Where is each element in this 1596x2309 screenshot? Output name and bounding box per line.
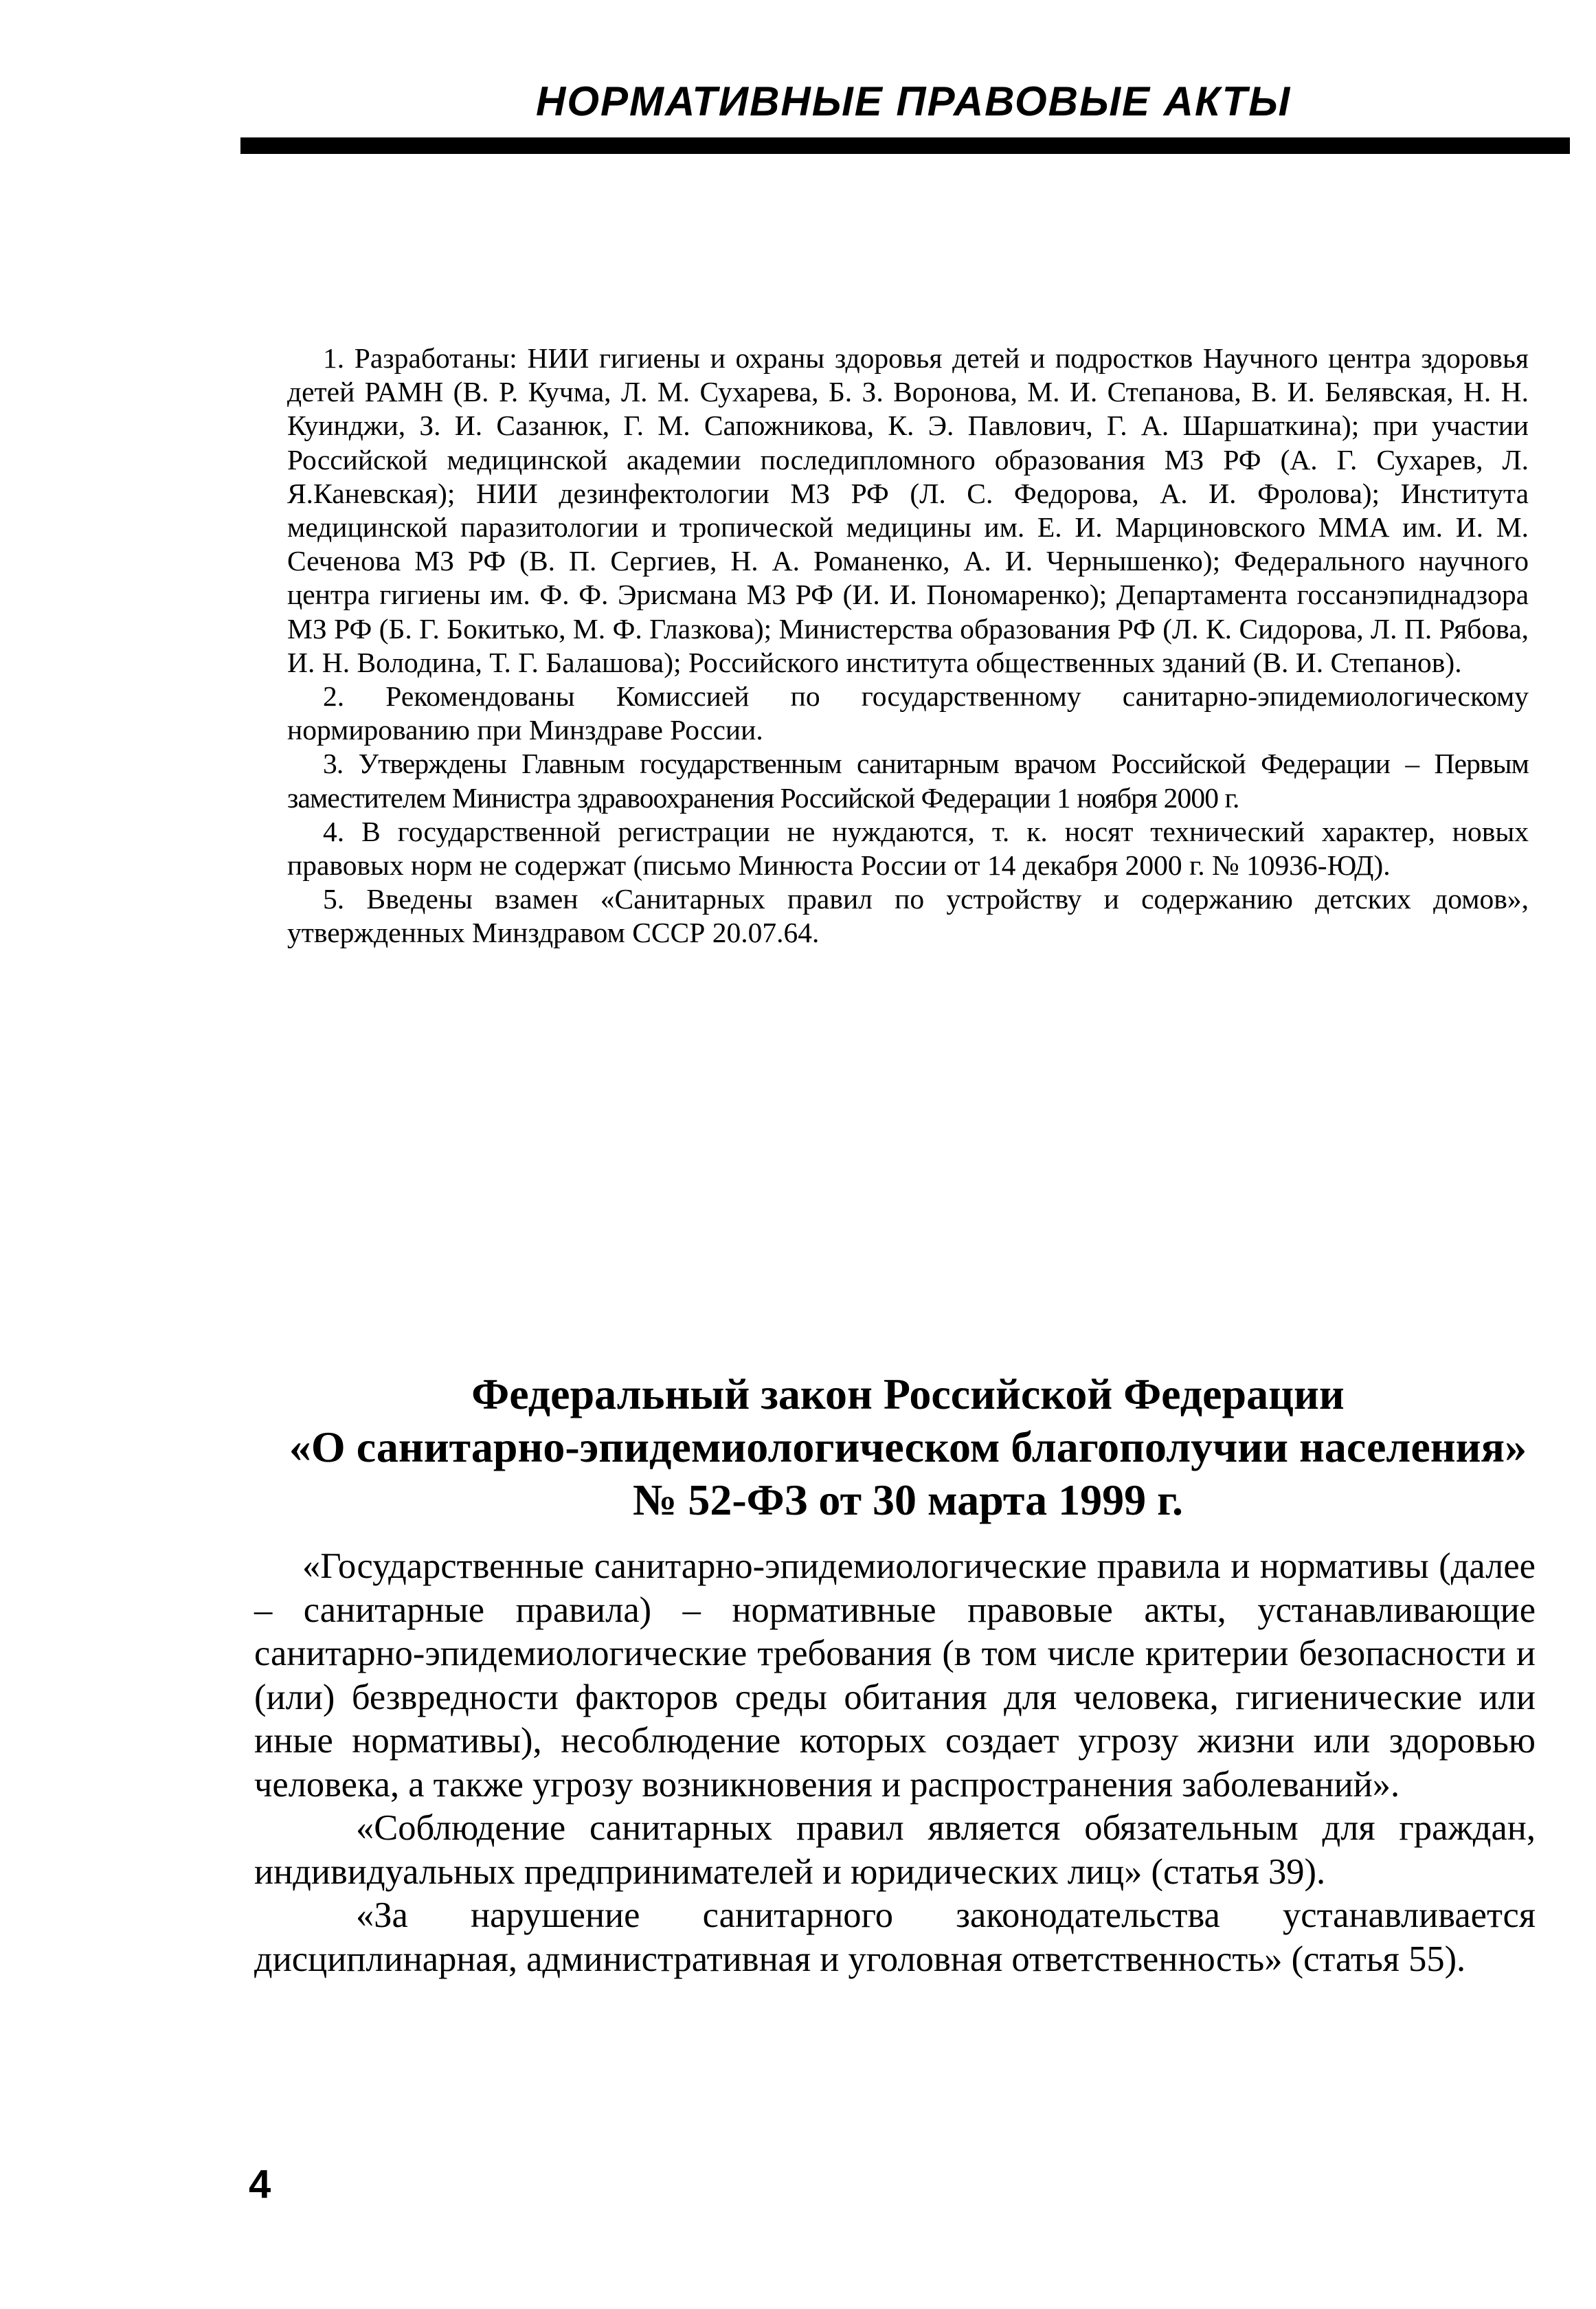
- page-number: 4: [249, 2162, 271, 2207]
- law-quotes: [254, 1545, 1536, 1981]
- quote-paragraph-1: «Государственные санитарно-эпидемиологические правила и нормативы (далее – санитарные правила) – нормативные правовые акты, устанавливающие санитарно-эпидемиологические требования (в том числе критерии безопасности и (или) безвредности факторов среды обитания для человека, гигиенические или иные нормативы), несоблюдение которых создает угрозу жизни или здоровью человека, а также угрозу возникновения и распространения заболеваний».: [254, 1546, 1536, 1805]
- section-header-title: НОРМАТИВНЫЕ ПРАВОВЫЕ АКТЫ: [536, 78, 1292, 124]
- document-notes: [287, 342, 1529, 950]
- note-paragraph-1: 1. Разработаны: НИИ гигиены и охраны здоровья детей и подростков Научного центра здоровья детей РАМН (В. Р. Кучма, Л. М. Сухарева, Б. З. Воронова, М. И. Степанова, В. И. Белявская, Н. Н. Куинджи, З. И. Сазанюк, Г. М. Сапожникова, К. Э. Павлович, Г. А. Шаршаткина); при участии Российской медицинской академии последипломного образования МЗ РФ (А. Г. Сухарев, Л. Я.Каневская); НИИ дезинфектологии МЗ РФ (Л. С. Федорова, А. И. Фролова); Института медицинской паразитологии и тропической медицины им. Е. И. Марциновского ММА им. И. М. Сеченова МЗ РФ (В. П. Сергиев, Н. А. Романенко, А. И. Чернышенко); Федерального научного центра гигиены им. Ф. Ф. Эрисмана МЗ РФ (И. И. Пономаренко); Департамента госсанэпиднадзора МЗ РФ (Б. Г. Бокитько, М. Ф. Глазкова); Министерства образования РФ (Л. К. Сидорова, Л. П. Рябова, И. Н. Володина, Т. Г. Балашова); Российского института общественных зданий (В. И. Степанов).: [287, 342, 1529, 678]
- quote-paragraph-2: «Соблюдение санитарных правил является обязательным для граждан, индивидуальных предпринимателей и юридических лиц» (статья 39).: [254, 1808, 1536, 1892]
- note-paragraph-4: 4. В государственной регистрации не нуждаются, т. к. носят технический характер, новых правовых норм не содержат (письмо Минюста России от 14 декабря 2000 г. № 10936-ЮД).: [287, 815, 1529, 882]
- note-paragraph-2: 2. Рекомендованы Комиссией по государственному санитарно-эпидемиологическому нормированию при Минздраве России.: [287, 680, 1529, 746]
- law-title-line-1: Федеральный закон Российской Федерации: [471, 1370, 1345, 1418]
- note-paragraph-5: 5. Введены взамен «Санитарных правил по устройству и содержанию детских домов», утвержденных Минздравом СССР 20.07.64.: [287, 883, 1529, 949]
- law-title-line-2: «О санитарно-эпидемиологическом благополучии населения»: [289, 1423, 1527, 1471]
- quote-paragraph-3: «За нарушение санитарного законодательства устанавливается дисциплинарная, административная и уголовная ответственность» (статья 55).: [254, 1895, 1536, 1979]
- header-rule: [240, 137, 1570, 154]
- law-title-line-3: № 52-ФЗ от 30 марта 1999 г.: [633, 1475, 1183, 1524]
- law-title: [287, 1368, 1529, 1526]
- note-paragraph-3: 3. Утверждены Главным государственным санитарным врачом Российской Федерации – Первым заместителем Министра здравоохранения Российской Федерации 1 ноября 2000 г.: [287, 748, 1529, 814]
